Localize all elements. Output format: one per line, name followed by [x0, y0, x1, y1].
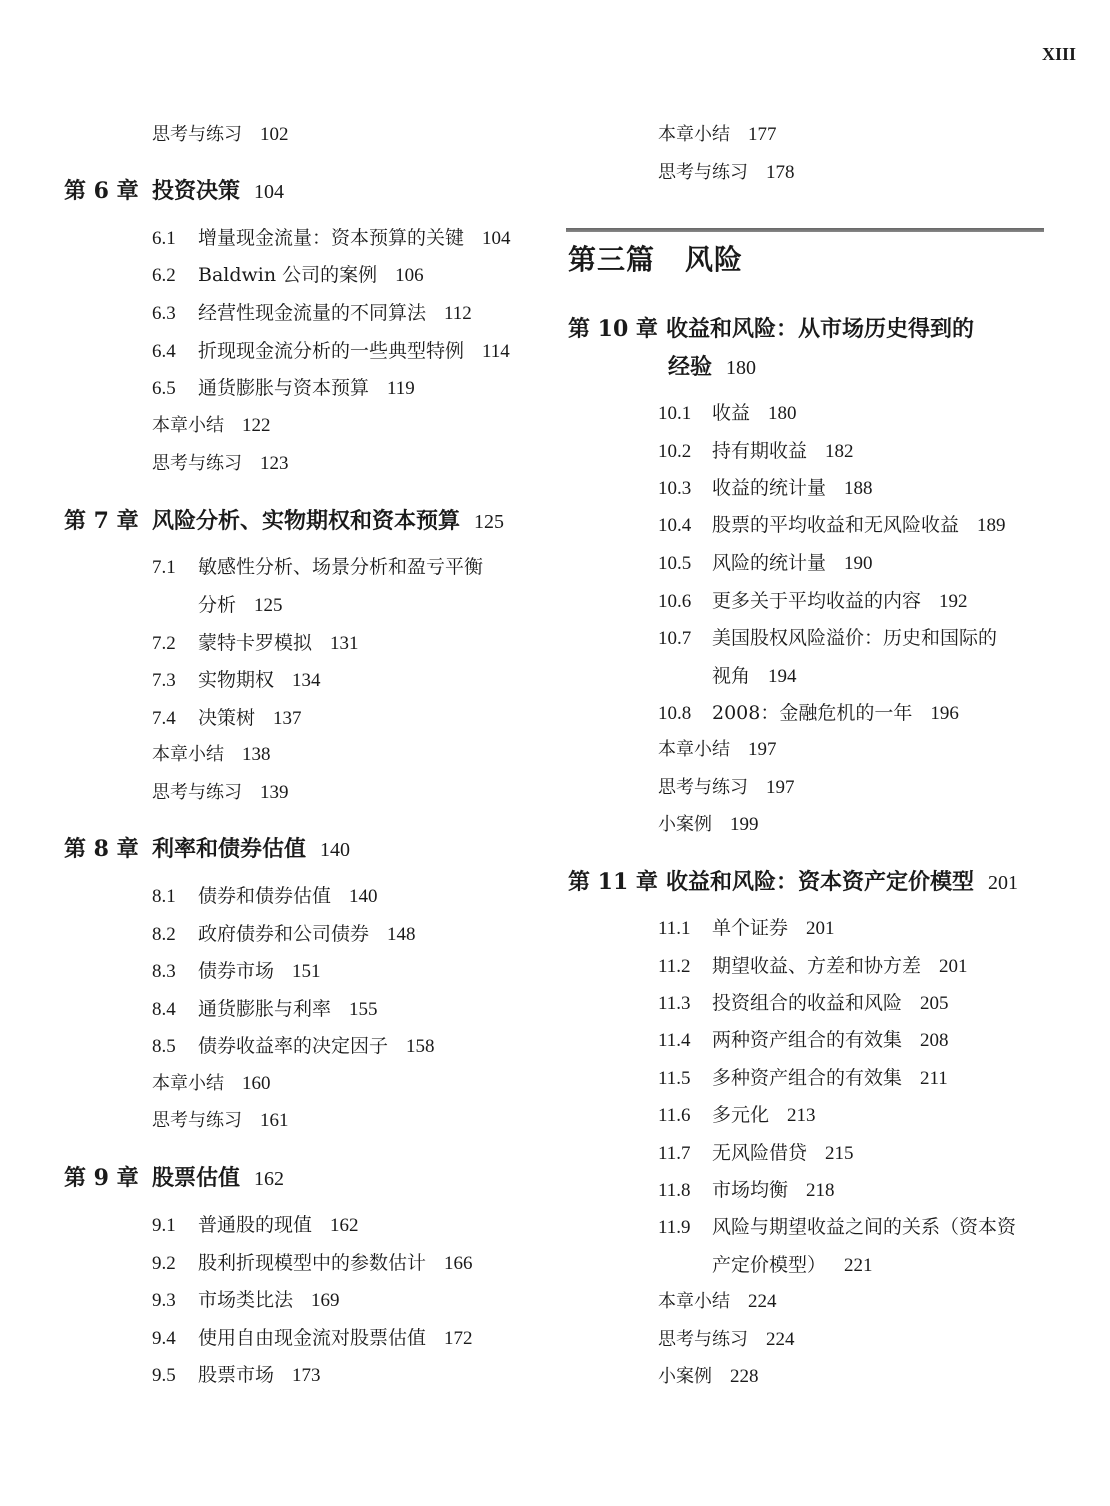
- chapter-11-case[interactable]: 小案例 228: [658, 1366, 759, 1387]
- section-10-5[interactable]: 10.5 风险的统计量 190: [658, 552, 873, 574]
- prev-chapter-exercises[interactable]: 思考与练习 178: [658, 162, 795, 183]
- section-10-8[interactable]: 10.8 2008：金融危机的一年 196: [658, 702, 959, 724]
- section-6-5[interactable]: 6.5 通货膨胀与资本预算 119: [152, 377, 415, 399]
- prev-chapter-summary[interactable]: 本章小结 177: [658, 124, 777, 145]
- section-11-6[interactable]: 11.6 多元化 213: [658, 1104, 816, 1126]
- chapter-10-heading-cont: 经验 180: [668, 354, 757, 380]
- section-9-5[interactable]: 9.5 股票市场 173: [152, 1364, 321, 1386]
- chapter-8-summary[interactable]: 本章小结 160: [152, 1073, 271, 1094]
- section-11-2[interactable]: 11.2 期望收益、方差和协方差 201: [658, 955, 968, 977]
- chapter-8-exercises[interactable]: 思考与练习 161: [152, 1110, 289, 1131]
- chapter-9-heading[interactable]: 第 9 章 股票估值 162: [64, 1165, 285, 1191]
- section-8-3[interactable]: 8.3 债券市场 151: [152, 960, 321, 982]
- section-10-7-cont: 视角 194: [712, 665, 797, 687]
- section-11-9-cont: 产定价模型） 221: [712, 1254, 873, 1276]
- section-10-3[interactable]: 10.3 收益的统计量 188: [658, 477, 873, 499]
- section-10-1[interactable]: 10.1 收益 180: [658, 402, 797, 424]
- section-6-3[interactable]: 6.3 经营性现金流量的不同算法 112: [152, 302, 472, 324]
- part-three-heading[interactable]: 第三篇 风险: [568, 243, 744, 276]
- section-11-9[interactable]: 11.9 风险与期望收益之间的关系（资本资: [658, 1216, 1017, 1238]
- section-7-1[interactable]: 7.1 敏感性分析、场景分析和盈亏平衡: [152, 556, 484, 578]
- chapter-10-exercises[interactable]: 思考与练习 197: [658, 777, 795, 798]
- chapter-6-summary[interactable]: 本章小结 122: [152, 415, 271, 436]
- chapter-7-exercises[interactable]: 思考与练习 139: [152, 782, 289, 803]
- section-9-4[interactable]: 9.4 使用自由现金流对股票估值 172: [152, 1327, 473, 1349]
- section-7-4[interactable]: 7.4 决策树 137: [152, 707, 302, 729]
- chapter-11-exercises[interactable]: 思考与练习 224: [658, 1329, 795, 1350]
- section-11-5[interactable]: 11.5 多种资产组合的有效集 211: [658, 1067, 948, 1089]
- chapter-8-heading[interactable]: 第 8 章 利率和债券估值 140: [64, 836, 351, 862]
- section-7-3[interactable]: 7.3 实物期权 134: [152, 669, 321, 691]
- page-number: XIII: [1041, 44, 1076, 64]
- section-6-2[interactable]: 6.2 Baldwin 公司的案例 106: [152, 264, 424, 286]
- chapter-7-summary[interactable]: 本章小结 138: [152, 744, 271, 765]
- chapter-6-exercises[interactable]: 思考与练习 123: [152, 453, 289, 474]
- chapter-11-summary[interactable]: 本章小结 224: [658, 1291, 777, 1312]
- section-11-3[interactable]: 11.3 投资组合的收益和风险 205: [658, 992, 949, 1014]
- section-9-2[interactable]: 9.2 股利折现模型中的参数估计 166: [152, 1252, 473, 1274]
- section-8-1[interactable]: 8.1 债券和债券估值 140: [152, 885, 378, 907]
- section-11-1[interactable]: 11.1 单个证券 201: [658, 917, 835, 939]
- part-divider-rule: [566, 228, 1044, 232]
- section-10-6[interactable]: 10.6 更多关于平均收益的内容 192: [658, 590, 968, 612]
- chapter-11-heading[interactable]: 第 11 章 收益和风险：资本资产定价模型 201: [568, 869, 1019, 895]
- section-10-4[interactable]: 10.4 股票的平均收益和无风险收益 189: [658, 514, 1006, 536]
- section-11-4[interactable]: 11.4 两种资产组合的有效集 208: [658, 1029, 949, 1051]
- section-9-1[interactable]: 9.1 普通股的现值 162: [152, 1214, 359, 1236]
- section-9-3[interactable]: 9.3 市场类比法 169: [152, 1289, 340, 1311]
- section-8-2[interactable]: 8.2 政府债券和公司债券 148: [152, 923, 416, 945]
- chapter-7-heading[interactable]: 第 7 章 风险分析、实物期权和资本预算 125: [64, 508, 505, 534]
- chapter-10-case[interactable]: 小案例 199: [658, 814, 759, 835]
- section-10-2[interactable]: 10.2 持有期收益 182: [658, 440, 854, 462]
- section-8-5[interactable]: 8.5 债券收益率的决定因子 158: [152, 1035, 435, 1057]
- section-8-4[interactable]: 8.4 通货膨胀与利率 155: [152, 998, 378, 1020]
- exercises-entry[interactable]: 思考与练习 102: [152, 124, 289, 145]
- section-6-1[interactable]: 6.1 增量现金流量：资本预算的关键 104: [152, 227, 511, 249]
- section-7-1-cont: 分析 125: [198, 594, 283, 616]
- section-6-4[interactable]: 6.4 折现现金流分析的一些典型特例 114: [152, 340, 510, 362]
- section-11-8[interactable]: 11.8 市场均衡 218: [658, 1179, 835, 1201]
- chapter-10-summary[interactable]: 本章小结 197: [658, 739, 777, 760]
- section-10-7[interactable]: 10.7 美国股权风险溢价：历史和国际的: [658, 627, 998, 649]
- section-11-7[interactable]: 11.7 无风险借贷 215: [658, 1142, 854, 1164]
- chapter-6-heading[interactable]: 第 6 章 投资决策 104: [64, 178, 285, 204]
- section-7-2[interactable]: 7.2 蒙特卡罗模拟 131: [152, 632, 359, 654]
- chapter-10-heading[interactable]: 第 10 章 收益和风险：从市场历史得到的: [568, 316, 975, 342]
